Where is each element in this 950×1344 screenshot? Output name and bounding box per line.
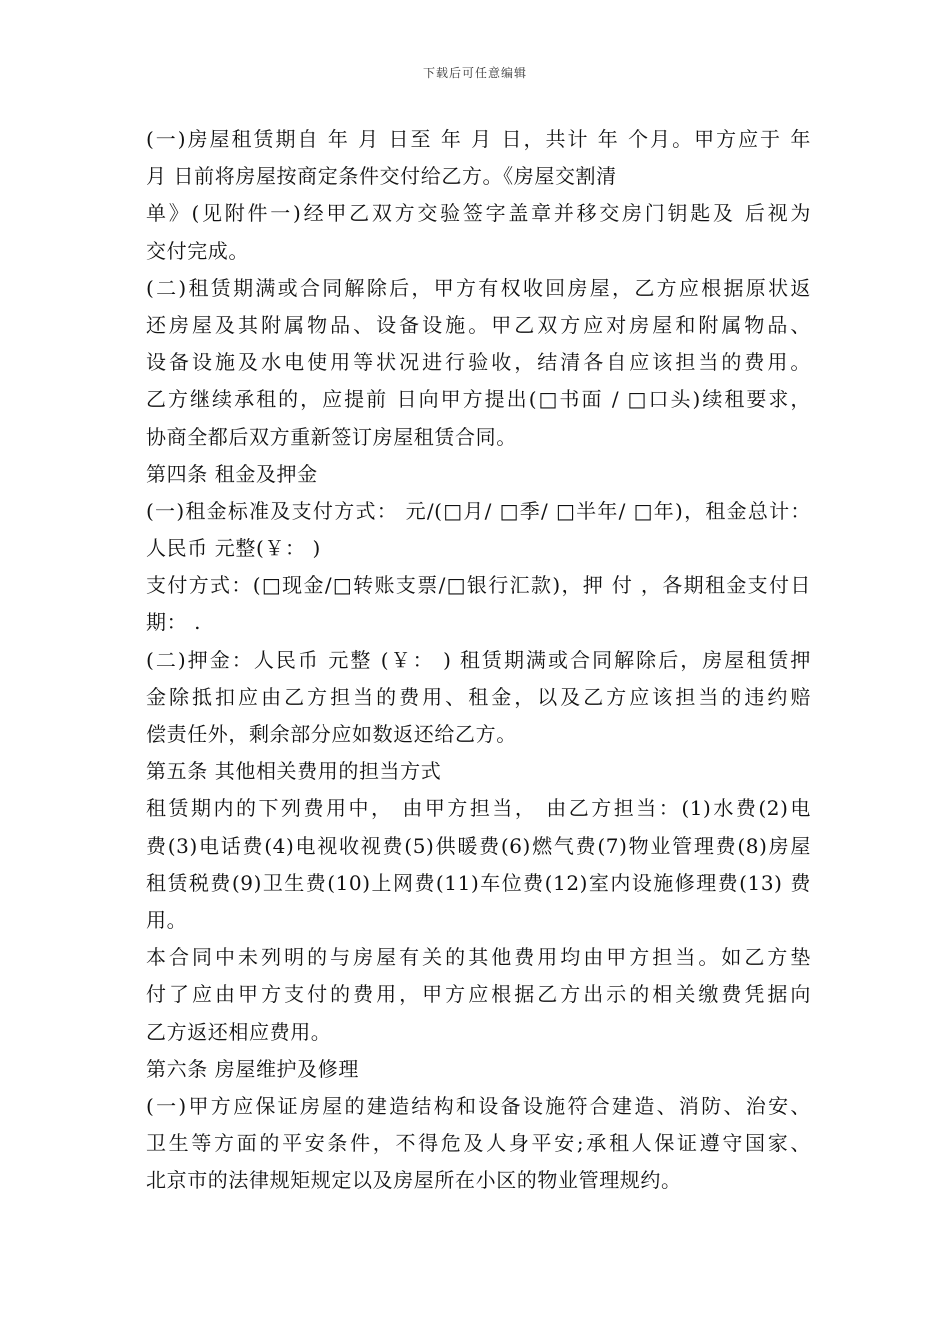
text-line: 交付完成。: [146, 238, 249, 263]
text-line: 第六条 房屋维护及修理: [146, 1056, 359, 1081]
text-line: 设备设施及水电使用等状况进行验收，结清各自应该担当的费用。: [146, 350, 811, 375]
text-line: 支付方式：(□现金/□转账支票/□银行汇款)，押 付 ，各期租金支付日: [146, 573, 811, 598]
text-line: 卫生等方面的平安条件，不得危及人身平安;承租人保证遵守国家、: [146, 1131, 811, 1156]
text-line: (一)甲方应保证房屋的建造结构和设备设施符合建造、消防、治安、: [146, 1093, 811, 1118]
text-line: 第四条 租金及押金: [146, 461, 318, 486]
text-line: (二)押金：人民币 元整 (￥： ) 租赁期满或合同解除后，房屋租赁押: [146, 647, 811, 672]
text-line: 租赁期内的下列费用中， 由甲方担当， 由乙方担当：(1)水费(2)电: [146, 796, 811, 821]
text-line: (二)租赁期满或合同解除后，甲方有权收回房屋，乙方应根据原状返: [146, 275, 811, 300]
text-line: 金除抵扣应由乙方担当的费用、租金，以及乙方应该担当的违约赔: [146, 684, 811, 709]
text-line: 租赁税费(9)卫生费(10)上网费(11)车位费(12)室内设施修理费(13) 费: [146, 870, 811, 895]
text-line: 费(3)电话费(4)电视收视费(5)供暖费(6)燃气费(7)物业管理费(8)房屋: [146, 833, 811, 858]
text-line: 偿责任外，剩余部分应如数返还给乙方。: [146, 722, 517, 746]
text-line: 付了应由甲方支付的费用，甲方应根据乙方出示的相关缴费凭据向: [146, 982, 811, 1007]
text-line: (一)房屋租赁期自 年 月 日至 年 月 日，共计 年 个月。甲方应于 年: [146, 127, 811, 151]
text-line: 月 日前将房屋按商定条件交付给乙方。《房屋交割清: [146, 164, 617, 189]
text-line: 还房屋及其附属物品、设备设施。甲乙双方应对房屋和附属物品、: [146, 312, 811, 337]
text-line: 单》(见附件一)经甲乙双方交验签字盖章并移交房门钥匙及 后视为: [146, 201, 811, 226]
text-line: 协商全都后双方重新签订房屋租赁合同。: [146, 424, 517, 449]
document-body: [146, 121, 811, 1199]
text-line: 乙方继续承租的，应提前 日向甲方提出(□书面 / □口头)续租要求，: [146, 387, 811, 412]
text-line: 第五条 其他相关费用的担当方式: [146, 759, 442, 784]
page-header-note: 下载后可任意编辑: [422, 66, 527, 80]
text-line: 期： .: [146, 610, 202, 635]
text-line: 本合同中未列明的与房屋有关的其他费用均由甲方担当。如乙方垫: [146, 945, 811, 970]
text-line: 乙方返还相应费用。: [146, 1019, 332, 1044]
text-line: (一)租金标准及支付方式： 元/(□月/ □季/ □半年/ □年)，租金总计：: [146, 498, 811, 523]
text-line: 人民币 元整(￥： ): [146, 536, 321, 561]
text-line: 用。: [146, 907, 188, 932]
text-line: 北京市的法律规矩规定以及房屋所在小区的物业管理规约。: [146, 1168, 682, 1193]
